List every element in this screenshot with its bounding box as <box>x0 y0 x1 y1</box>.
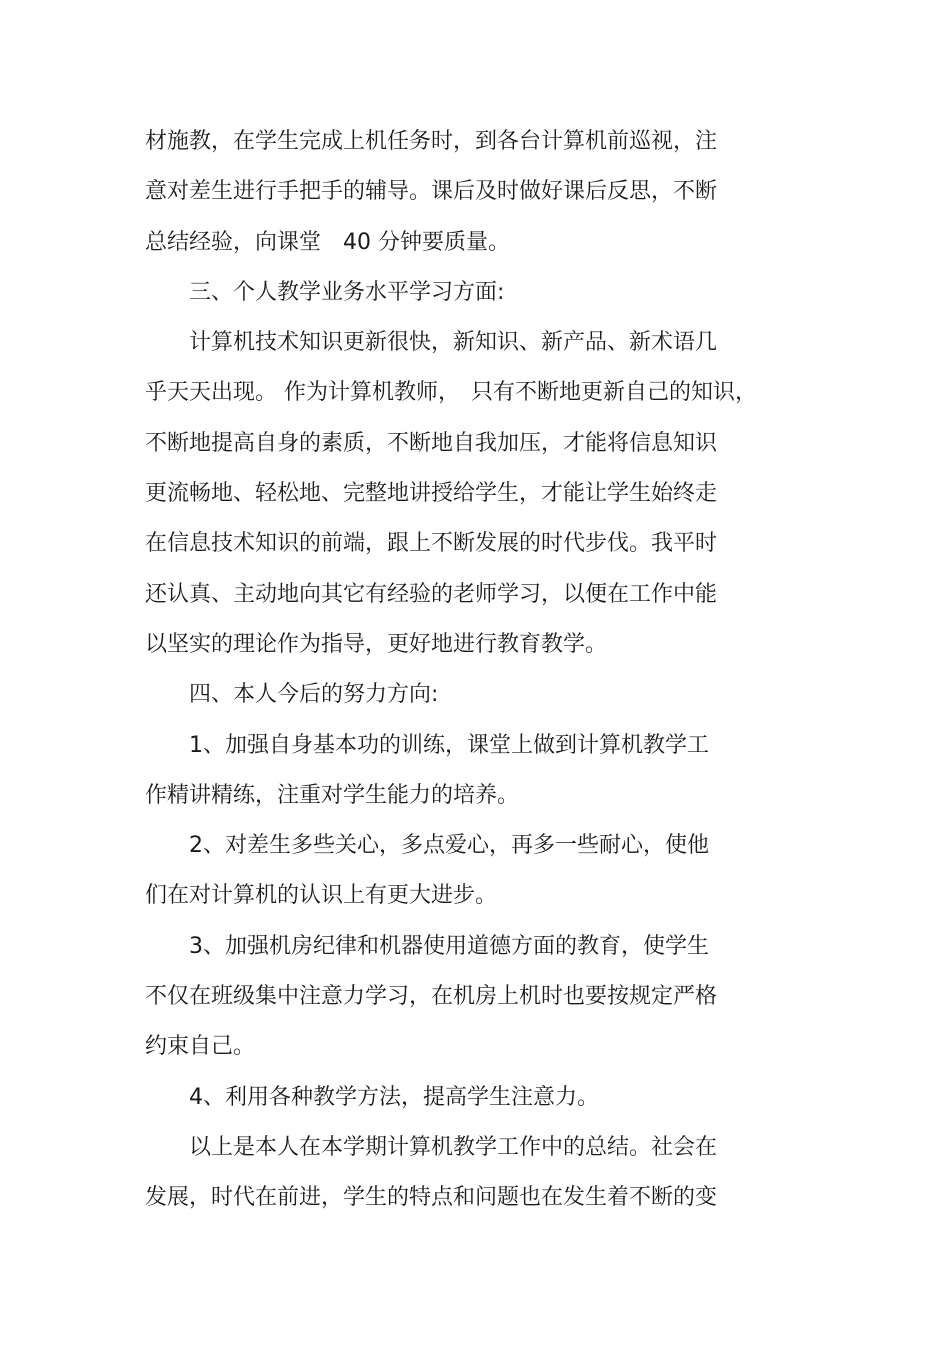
list-item: 4、利用各种教学方法，提高学生注意力。 <box>145 1084 599 1110</box>
text-line: 意对差生进行手把手的辅导。课后及时做好课后反思，不断 <box>145 179 718 205</box>
text-line: 作精讲精练，注重对学生能力的培养。 <box>145 782 520 808</box>
text-line: 不断地提高自身的素质，不断地自我加压，才能将信息知识 <box>145 430 718 456</box>
body-text <box>145 117 785 1224</box>
text-line: 更流畅地、轻松地、完整地讲授给学生，才能让学生始终走 <box>145 481 718 507</box>
text-line: 约束自己。 <box>145 1034 256 1060</box>
text-line: 以上是本人在本学期计算机教学工作中的总结。社会在 <box>145 1134 718 1160</box>
text-line: 不仅在班级集中注意力学习，在机房上机时也要按规定严格 <box>145 984 718 1010</box>
text-line: 计算机技术知识更新很快，新知识、新产品、新术语几 <box>145 330 718 356</box>
text-line: 乎天天出现。 作为计算机教师， 只有不断地更新自己的知识， <box>145 380 757 406</box>
text-line: 总结经验，向课堂 40 分钟要质量。 <box>145 229 510 255</box>
section-heading: 四、本人今后的努力方向: <box>145 682 439 708</box>
text-line: 们在对计算机的认识上有更大进步。 <box>145 883 498 909</box>
list-item: 1、加强自身基本功的训练，课堂上做到计算机教学工 <box>145 732 709 758</box>
text-line: 在信息技术知识的前端，跟上不断发展的时代步伐。我平时 <box>145 531 718 557</box>
text-line: 以坚实的理论作为指导，更好地进行教育教学。 <box>145 631 608 657</box>
text-line: 发展，时代在前进，学生的特点和问题也在发生着不断的变 <box>145 1185 718 1211</box>
text-line: 还认真、主动地向其它有经验的老师学习，以便在工作中能 <box>145 581 718 607</box>
list-item: 3、加强机房纪律和机器使用道德方面的教育，使学生 <box>145 933 709 959</box>
section-heading: 三、个人教学业务水平学习方面: <box>145 279 505 305</box>
text-line: 材施教，在学生完成上机任务时，到各台计算机前巡视，注 <box>145 129 718 154</box>
list-item: 2、对差生多些关心，多点爱心，再多一些耐心，使他 <box>145 833 709 859</box>
